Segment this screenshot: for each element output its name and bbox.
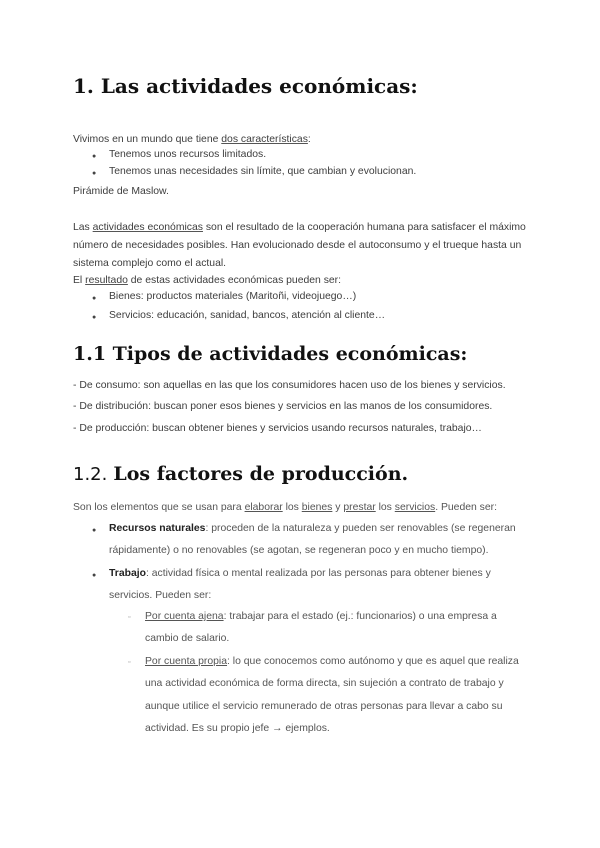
section-3-intro	[73, 497, 497, 519]
factor-natural-resources-cont: rápidamente) o no renovables (se agotan, se regeneran poco y en mucho tiempo).	[109, 545, 489, 556]
bullet-icon: ●	[92, 170, 97, 177]
intro-text: los	[282, 502, 302, 513]
result-intro	[73, 272, 341, 290]
work-type-self-employed-cont: una actividad económica de forma directa, sin sujeción a contrato de trabajo y	[145, 678, 504, 689]
intro-link: dos características	[221, 134, 308, 145]
list-item: Tenemos unas necesidades sin límite, que cambian y evolucionan.	[109, 166, 417, 177]
work-type-self-employed	[145, 651, 519, 673]
bullet-icon: ●	[92, 153, 97, 160]
work-type-employee	[145, 606, 497, 628]
bullet-icon: ●	[92, 527, 97, 534]
work-type-self-employed-cont: aunque utilice el servicio remunerado de otras personas para llevar a cabo su	[145, 701, 503, 712]
bullet-icon: ●	[92, 295, 97, 302]
para-text: Las	[73, 222, 93, 233]
activity-type-line: - De consumo: son aquellas en las que los consumidores hacen uso de los bienes y servicios.	[73, 380, 506, 391]
factor-natural-resources	[109, 518, 516, 540]
bullet-icon: ●	[92, 572, 97, 579]
intro-text: . Pueden ser:	[435, 502, 497, 513]
factor-work-cont: servicios. Pueden ser:	[109, 590, 212, 601]
item-bold: Recursos naturales	[109, 523, 206, 534]
sub-text: : lo que conocemos como autónomo y que es aquel que realiza	[227, 656, 519, 667]
item-text: : actividad física o mental realizada por las personas para obtener bienes y	[145, 568, 491, 579]
link-bienes: bienes	[301, 502, 333, 513]
square-bullet-icon: ▫	[128, 614, 131, 621]
work-type-employee-cont: cambio de salario.	[145, 633, 230, 644]
result-link: resultado	[85, 275, 128, 286]
sub-link: Por cuenta ajena	[145, 611, 224, 622]
link-prestar: prestar	[343, 502, 376, 513]
heading-text: Los factores de producción.	[113, 463, 409, 485]
para-text: son el resultado de la cooperación humana para satisfacer el máximo	[202, 222, 526, 233]
bullet-icon: ●	[92, 314, 97, 321]
section-1-paragraph-line-1	[73, 219, 526, 237]
result-text: de estas actividades económicas pueden ser:	[127, 275, 342, 286]
maslow-text: Pirámide de Maslow.	[73, 186, 169, 197]
link-elaborar: elaborar	[244, 502, 283, 513]
section-1-paragraph-line-2: número de necesidades posibles. Han evolucionado desde el autoconsumo y el trueque hasta un	[73, 240, 522, 251]
intro-text: los	[375, 502, 395, 513]
result-text: El	[73, 275, 86, 286]
sub-link: Por cuenta propia	[145, 656, 228, 667]
list-item: Tenemos unos recursos limitados.	[109, 149, 267, 160]
para-link: actividades económicas	[92, 222, 203, 233]
section-2-heading: 1.1 Tipos de actividades económicas:	[73, 343, 468, 365]
section-1-heading: 1. Las actividades económicas:	[73, 74, 418, 98]
section-1-intro	[73, 131, 311, 149]
item-text: : proceden de la naturaleza y pueden ser renovables (se regeneran	[205, 523, 516, 534]
intro-colon: :	[307, 134, 311, 145]
link-servicios: servicios	[394, 502, 436, 513]
factor-work	[109, 563, 491, 585]
intro-text: Son los elementos que se usan para	[73, 502, 245, 513]
section-3-heading	[73, 463, 408, 485]
activity-type-line: - De producción: buscan obtener bienes y servicios usando recursos naturales, trabajo…	[73, 423, 482, 434]
heading-number: 1.2.	[73, 464, 108, 485]
intro-text: Vivimos en un mundo que tiene	[73, 134, 222, 145]
activity-type-line: - De distribución: buscan poner esos bienes y servicios en las manos de los consumidores.	[73, 401, 493, 412]
section-1-paragraph-line-3: sistema complejo como el actual.	[73, 258, 227, 269]
item-bold: Trabajo	[109, 568, 146, 579]
intro-text: y	[332, 502, 344, 513]
work-type-self-employed-cont: actividad. Es su propio jefe → ejemplos.	[145, 723, 330, 734]
list-item: Servicios: educación, sanidad, bancos, atención al cliente…	[109, 310, 386, 321]
list-item: Bienes: productos materiales (Maritoñi, videojuego…)	[109, 291, 357, 302]
square-bullet-icon: ▫	[128, 659, 131, 666]
sub-text: : trabajar para el estado (ej.: funcionarios) o una empresa a	[223, 611, 497, 622]
